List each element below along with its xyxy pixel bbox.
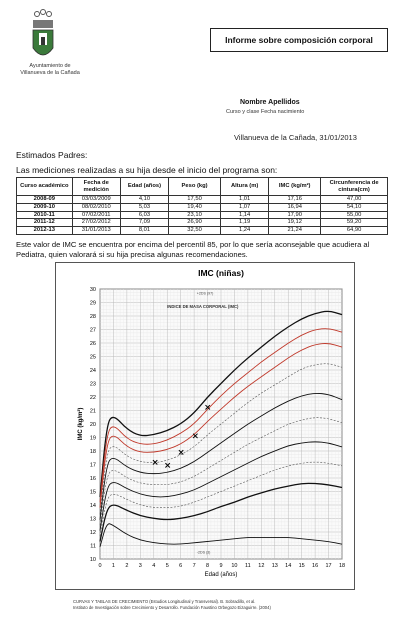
y-axis-label: IMC (kg/m²) (78, 407, 84, 441)
x-tick-label: 18 (338, 563, 346, 569)
x-tick-label: 12 (258, 563, 265, 569)
y-tick-label: 20 (89, 422, 96, 428)
table-cell: 6,03 (120, 211, 168, 219)
y-tick-label: 15 (89, 489, 96, 496)
x-tick-label: 13 (271, 563, 278, 569)
x-tick-label: 5 (165, 563, 169, 569)
table-cell: 19,40 (169, 203, 221, 211)
y-tick-label: 29 (89, 300, 96, 307)
table-cell: 19,12 (269, 219, 321, 227)
x-tick-label: 17 (325, 563, 332, 569)
y-tick-label: 28 (89, 314, 96, 320)
organization-name: Ayuntamiento de Villanueva de la Cañada (20, 63, 80, 76)
table-cell: 27/02/2012 (72, 219, 120, 227)
table-cell: 17,16 (269, 196, 321, 204)
table-cell: 1,14 (221, 211, 269, 219)
table-cell: 17,50 (169, 196, 221, 204)
table-cell: 5,03 (120, 203, 168, 211)
y-tick-label: 25 (89, 354, 96, 361)
table-cell: 2010-11 (17, 211, 73, 219)
table-cell: 1,24 (221, 227, 269, 235)
table-cell: 2012-13 (17, 227, 73, 235)
x-tick-label: 9 (219, 563, 223, 569)
table-row (17, 211, 388, 219)
table-row (17, 219, 388, 227)
y-tick-label: 26 (89, 341, 96, 347)
x-tick-label: 11 (245, 563, 251, 569)
y-tick-label: 24 (89, 368, 96, 374)
x-tick-label: 8 (206, 563, 210, 569)
table-cell: 47,00 (321, 196, 388, 204)
x-tick-label: 7 (192, 563, 196, 569)
town-crest-icon (30, 8, 56, 64)
table-row (17, 227, 388, 235)
x-tick-label: 14 (285, 563, 292, 569)
table-cell: 21,24 (269, 227, 321, 235)
x-tick-label: 15 (298, 563, 305, 569)
course-line: Curso y clase Fecha nacimiento (226, 109, 305, 115)
upper-curve-label: +2DS (97) (196, 291, 214, 296)
y-tick-label: 13 (89, 516, 96, 523)
table-cell: 8,01 (120, 227, 168, 235)
table-cell: 55,00 (321, 211, 388, 219)
chart-title: IMC (niñas) (198, 268, 244, 278)
bmi-growth-chart (56, 263, 354, 589)
x-tick-label: 10 (231, 563, 238, 569)
table-cell: 7,09 (120, 219, 168, 227)
y-tick-label: 17 (89, 462, 96, 469)
report-title: Informe sobre composición corporal (210, 28, 388, 52)
table-cell: 2009-10 (17, 203, 73, 211)
table-cell: 26,90 (169, 219, 221, 227)
column-header: Fecha de medición (72, 178, 120, 196)
table-cell: 23,10 (169, 211, 221, 219)
place-date: Villanueva de la Cañada, 31/01/2013 (234, 133, 357, 142)
chart-inner-title: INDICE DE MASA CORPORAL (IMC) (167, 303, 239, 309)
table-cell: 2011-12 (17, 219, 73, 227)
column-header: Altura (m) (221, 178, 269, 196)
table-cell: 08/02/2010 (72, 203, 120, 211)
measurements-table (16, 177, 388, 235)
assessment-text: Este valor de IMC se encuentra por encima del percentil 85, por lo que sería aconsejable que acudiera al Pediatra, quien valorará si su hija precisa algunas recomendaciones. (16, 240, 370, 259)
student-name: Nombre Apellidos (240, 99, 300, 106)
table-row (17, 196, 388, 204)
table-header-row (17, 178, 388, 196)
table-cell: 1,07 (221, 203, 269, 211)
x-tick-label: 0 (98, 563, 102, 569)
table-cell: 03/03/2009 (72, 196, 120, 204)
table-cell: 16,94 (269, 203, 321, 211)
intro-text: Las mediciones realizadas a su hija desde el inicio del programa son: (16, 165, 278, 175)
x-tick-label: 16 (312, 563, 319, 569)
y-tick-label: 22 (89, 395, 96, 401)
greeting: Estimados Padres: (16, 150, 88, 160)
table-cell: 32,50 (169, 227, 221, 235)
x-tick-label: 3 (138, 563, 142, 569)
table-cell: 64,90 (321, 227, 388, 235)
table-cell: 1,01 (221, 196, 269, 204)
x-axis-label: Edad (años) (204, 572, 238, 578)
y-tick-label: 18 (89, 449, 96, 455)
x-tick-label: 1 (111, 563, 115, 569)
y-tick-label: 27 (89, 327, 96, 334)
table-cell: 17,90 (269, 211, 321, 219)
y-tick-label: 16 (89, 476, 96, 482)
table-cell: 31/01/2013 (72, 227, 120, 235)
y-tick-label: 14 (89, 503, 96, 509)
table-cell: 59,20 (321, 219, 388, 227)
y-tick-label: 23 (89, 381, 96, 388)
column-header: Curso académico (17, 178, 73, 196)
column-header: Circunferencia de cintura(cm) (321, 178, 388, 196)
y-tick-label: 19 (89, 435, 96, 442)
table-cell: 54,10 (321, 203, 388, 211)
column-header: IMC (kg/m²) (269, 178, 321, 196)
y-tick-label: 30 (89, 287, 96, 293)
x-tick-label: 4 (152, 563, 156, 569)
y-tick-label: 21 (89, 408, 96, 415)
table-cell: 07/02/2011 (72, 211, 120, 219)
x-tick-label: 6 (179, 563, 183, 569)
table-cell: 4,10 (120, 196, 168, 204)
table-cell: 2008-09 (17, 196, 73, 204)
y-tick-label: 11 (90, 543, 96, 550)
table-row (17, 203, 388, 211)
chart-credits: CURVAS Y TABLAS DE CRECIMIENTO (Estudios Longitudinal y Transversal). B. Sobradillo, et al. Instituto de Investigación sobre Crecimiento y Desarrollo. Fundación Faustino Orbegozo Eizaguirre. (2004) (73, 599, 271, 610)
y-tick-label: 12 (89, 530, 96, 536)
table-cell: 1,19 (221, 219, 269, 227)
x-tick-label: 2 (125, 563, 129, 569)
column-header: Edad (años) (120, 178, 168, 196)
lower-curve-label: -2DS (3) (196, 550, 211, 555)
y-tick-label: 10 (89, 557, 96, 563)
column-header: Peso (kg) (169, 178, 221, 196)
